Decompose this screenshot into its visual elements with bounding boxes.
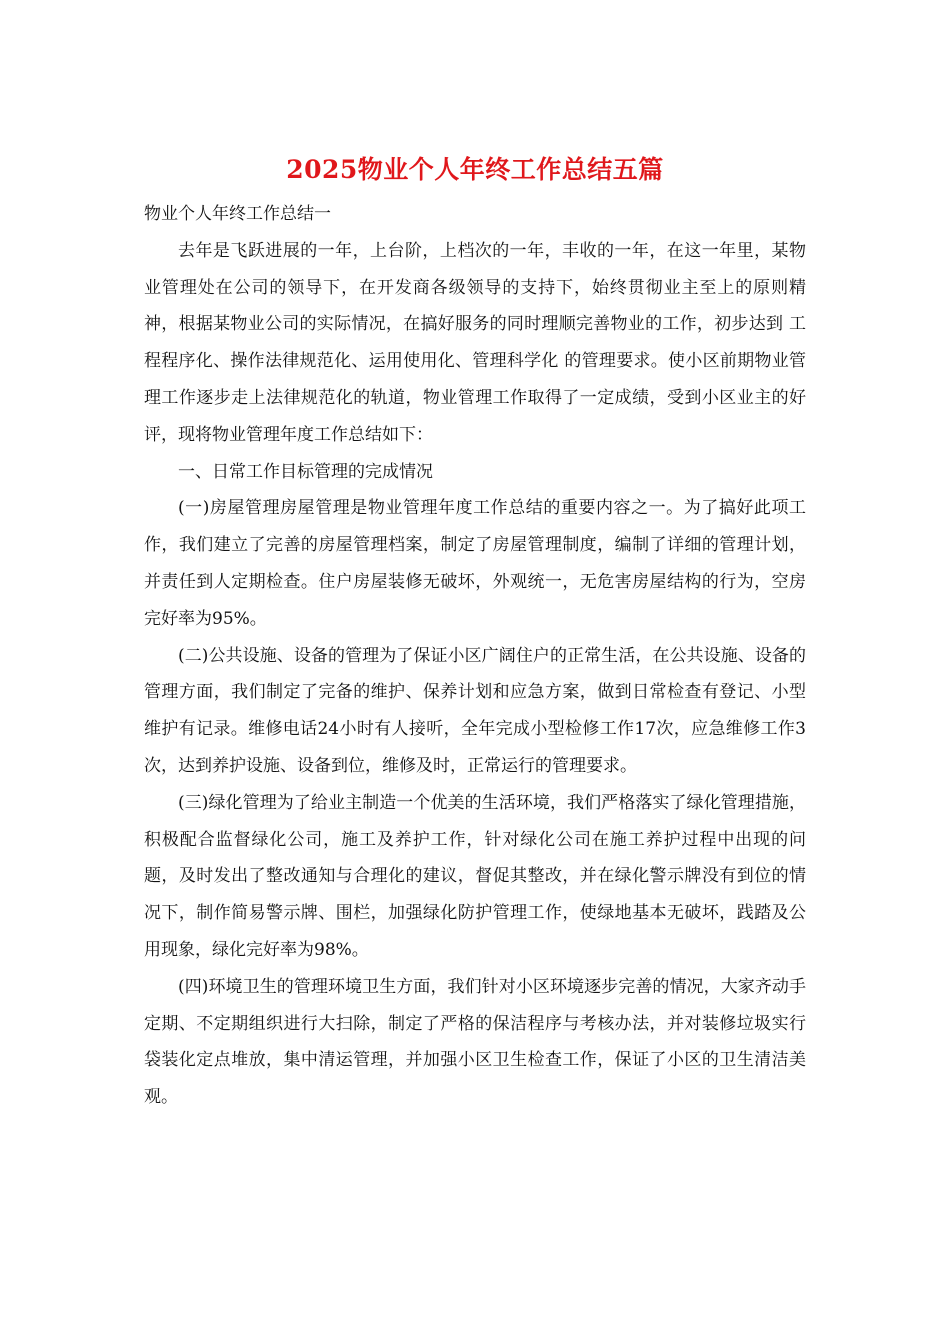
paragraph-sanitation: (四)环境卫生的管理环境卫生方面，我们针对小区环境逐步完善的情况，大家齐动手定期、不定期组织进行大扫除，制定了严格的保洁程序与考核办法，并对装修垃圾实行袋装化定点堆放，集中清运管理，并加强小区卫生检查工作，保证了小区的卫生清洁美观。	[144, 976, 806, 1108]
section-heading: 一、日常工作目标管理的完成情况	[178, 461, 433, 482]
paragraph-facilities: (二)公共设施、设备的管理为了保证小区广阔住户的正常生活，在公共设施、设备的管理方面，我们制定了完备的维护、保养计划和应急方案，做到日常检查有登记、小型维护有记录。维修电话24小时有人接听，全年完成小型检修工作17次，应急维修工作3次，达到养护设施、设备到位，维修及时，正常运行的管理要求。	[144, 645, 806, 776]
document-title: 2025物业个人年终工作总结五篇	[286, 155, 664, 184]
paragraph-intro: 去年是飞跃进展的一年，上台阶，上档次的一年，丰收的一年，在这一年里，某物业管理处在公司的领导下，在开发商各级领导的支持下，始终贯彻业主至上的原则精神，根据某物业公司的实际情况，在搞好服务的同时理顺完善物业的工作，初步达到 工程程序化、操作法律规范化、运用使用化、管理科学化 的管理要求。使小区前期物业管理工作逐步走上法律规范化的轨道，物业管理工作取得了一定成绩，受到小区业主的好评，现将物业管理年度工作总结如下：	[144, 240, 806, 445]
paragraph-housing: (一)房屋管理房屋管理是物业管理年度工作总结的重要内容之一。为了搞好此项工作，我们建立了完善的房屋管理档案，制定了房屋管理制度，编制了详细的管理计划，并责任到人定期检查。住户房屋装修无破坏，外观统一，无危害房屋结构的行为，空房完好率为95%。	[144, 498, 806, 629]
document-body	[144, 196, 806, 1116]
paragraph-greening: (三)绿化管理为了给业主制造一个优美的生活环境，我们严格落实了绿化管理措施，积极配合监督绿化公司，施工及养护工作，针对绿化公司在施工养护过程中出现的问题，及时发出了整改通知与合理化的建议，督促其整改，并在绿化警示牌没有到位的情况下，制作简易警示牌、围栏，加强绿化防护管理工作，使绿地基本无破坏，践踏及公用现象，绿化完好率为98%。	[144, 792, 806, 960]
section-subtitle: 物业个人年终工作总结一	[144, 204, 331, 224]
